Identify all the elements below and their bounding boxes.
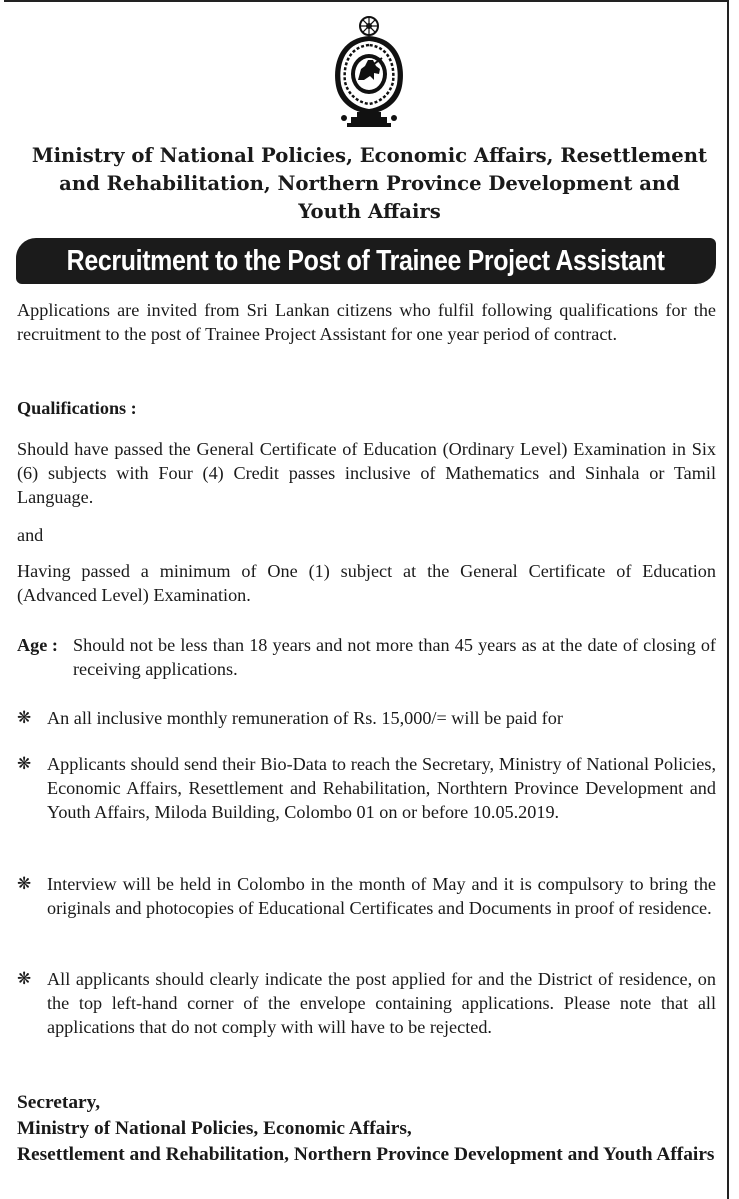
intro-paragraph: Applications are invited from Sri Lankan citizens who fulfil following qualifications for the recruitment to the post of Trainee Project Assistant for one year period of contract. (17, 300, 716, 345)
and-connector: and (17, 525, 44, 545)
age-requirement (17, 633, 716, 681)
age-label: Age : (17, 635, 58, 655)
list-item (17, 706, 716, 730)
qualifications-heading: Qualifications : (17, 398, 137, 418)
list-item (17, 752, 716, 825)
application-instructions-text: Applicants should send their Bio-Data to reach the Secretary, Ministry of National Policies, Economic Affairs, Resettlement and Rehabilitation, Northtern Province Development and Youth Affairs, Miloda Building, Colombo 01 on or before 10.05.2019. (47, 754, 716, 823)
signature-ministry-continued: Resettlement and Rehabilitation, Northern Province Development and Youth Affairs (17, 1144, 715, 1165)
signature-block (17, 1090, 716, 1168)
ministry-name-line: and Rehabilitation, Northern Province Development and (59, 172, 680, 195)
page-title: Recruitment to the Post of Trainee Project Assistant (67, 245, 665, 277)
envelope-instructions-text: All applicants should clearly indicate the post applied for and the District of residence, on the top left-hand corner of the envelope containing applications. Please note that all applications that do not comply with will have to be rejected. (47, 969, 716, 1038)
signature-ministry: Ministry of National Policies, Economic Affairs, (17, 1118, 412, 1139)
ministry-name-line: Ministry of National Policies, Economic Affairs, Resettlement (31, 144, 708, 167)
ol-requirement: Should have passed the General Certificate of Education (Ordinary Level) Examination in Six (6) subjects with Four (4) Credit passes inclusive of Mathematics and Sinhala or Tamil Language. (17, 439, 716, 508)
ministry-name-line: Youth Affairs (298, 200, 441, 223)
sri-lanka-emblem-icon (330, 14, 408, 128)
title-banner (16, 238, 716, 284)
ministry-name (0, 142, 739, 226)
list-item (17, 967, 716, 1040)
age-text: Should not be less than 18 years and not more than 45 years as at the date of closing of receiving applications. (73, 635, 716, 680)
signature-title: Secretary, (17, 1092, 101, 1113)
asterisk-bullet-icon: ❋ (17, 874, 32, 894)
remuneration-text: An all inclusive monthly remuneration of Rs. 15,000/= will be paid for (47, 708, 563, 728)
al-requirement: Having passed a minimum of One (1) subject at the General Certificate of Education (Advanced Level) Examination. (17, 561, 716, 606)
list-item (17, 872, 716, 920)
interview-text: Interview will be held in Colombo in the month of May and it is compulsory to bring the originals and photocopies of Educational Certificates and Documents in proof of residence. (47, 874, 716, 919)
asterisk-bullet-icon: ❋ (17, 754, 32, 774)
asterisk-bullet-icon: ❋ (17, 708, 32, 728)
asterisk-bullet-icon: ❋ (17, 969, 32, 989)
